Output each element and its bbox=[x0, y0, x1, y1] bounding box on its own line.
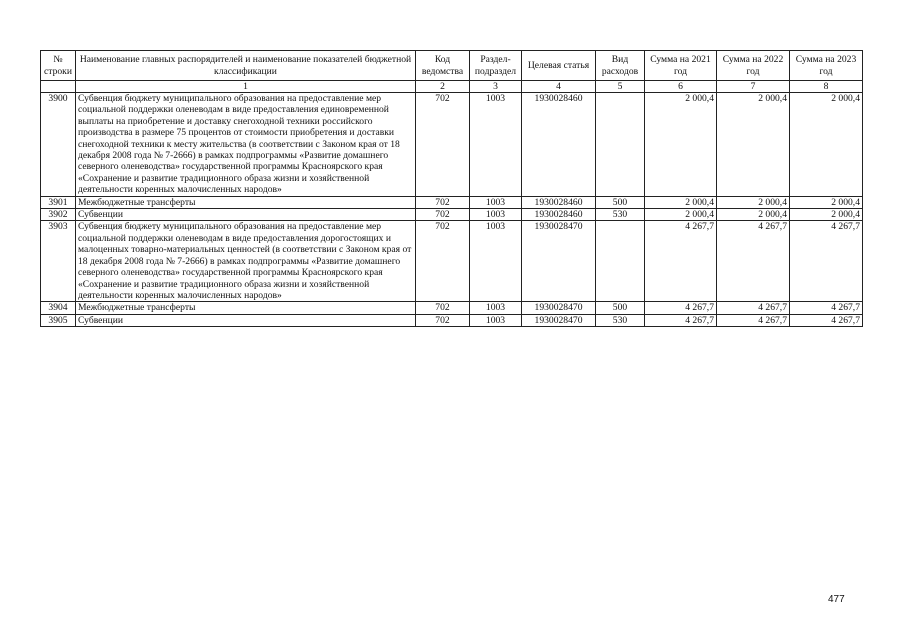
header-exp-type: Вид расходов bbox=[596, 51, 645, 81]
row-dept-code: 702 bbox=[416, 196, 470, 208]
header-name: Наименование главных распорядителей и наименование показателей бюджетной классификации bbox=[76, 51, 416, 81]
row-section: 1003 bbox=[470, 196, 522, 208]
table-row bbox=[41, 93, 863, 197]
row-section: 1003 bbox=[470, 93, 522, 197]
row-sum-2023: 4 267,7 bbox=[790, 221, 863, 302]
row-sum-2021: 4 267,7 bbox=[645, 221, 717, 302]
row-sum-2022: 2 000,4 bbox=[717, 196, 790, 208]
table-row bbox=[41, 221, 863, 302]
table-row bbox=[41, 314, 863, 326]
row-name: Межбюджетные трансферты bbox=[76, 196, 416, 208]
column-number: 6 bbox=[645, 81, 717, 93]
row-target: 1930028460 bbox=[522, 93, 596, 197]
column-number bbox=[41, 81, 76, 93]
row-sum-2023: 2 000,4 bbox=[790, 209, 863, 221]
row-exp-type bbox=[596, 221, 645, 302]
column-number: 5 bbox=[596, 81, 645, 93]
row-sum-2021: 4 267,7 bbox=[645, 302, 717, 314]
row-exp-type: 500 bbox=[596, 302, 645, 314]
header-sum-2023: Сумма на 2023 год bbox=[790, 51, 863, 81]
row-exp-type: 500 bbox=[596, 196, 645, 208]
row-sum-2021: 4 267,7 bbox=[645, 314, 717, 326]
column-number: 1 bbox=[76, 81, 416, 93]
row-sum-2022: 2 000,4 bbox=[717, 209, 790, 221]
row-number: 3904 bbox=[41, 302, 76, 314]
header-sum-2021: Сумма на 2021 год bbox=[645, 51, 717, 81]
row-name: Субвенция бюджету муниципального образования на предоставление мер социальной поддержки оленеводам в виде предоставления дорогостоящих и малоценных товарно-материальных ценностей (в соответствии с Законом края от 18 декабря 2008 года № 7-2666) в рамках подпрограммы «Развитие домашнего северного оленеводства» государственной программы Красноярского края «Сохранение и развитие традиционного образа жизни и хозяйственной деятельности коренных малочисленных народов» bbox=[76, 221, 416, 302]
row-section: 1003 bbox=[470, 209, 522, 221]
row-section: 1003 bbox=[470, 302, 522, 314]
budget-table bbox=[40, 50, 863, 327]
row-dept-code: 702 bbox=[416, 93, 470, 197]
column-number: 2 bbox=[416, 81, 470, 93]
row-name: Межбюджетные трансферты bbox=[76, 302, 416, 314]
column-number-row bbox=[41, 81, 863, 93]
row-target: 1930028470 bbox=[522, 302, 596, 314]
page-number: 477 bbox=[828, 594, 845, 605]
header-target: Целевая статья bbox=[522, 51, 596, 81]
row-number: 3900 bbox=[41, 93, 76, 197]
row-name: Субвенции bbox=[76, 209, 416, 221]
row-sum-2022: 4 267,7 bbox=[717, 302, 790, 314]
header-dept-code: Код ведомства bbox=[416, 51, 470, 81]
row-number: 3905 bbox=[41, 314, 76, 326]
table-row bbox=[41, 209, 863, 221]
row-exp-type: 530 bbox=[596, 314, 645, 326]
header-section: Раздел-подраздел bbox=[470, 51, 522, 81]
row-dept-code: 702 bbox=[416, 314, 470, 326]
row-sum-2022: 4 267,7 bbox=[717, 314, 790, 326]
column-number: 8 bbox=[790, 81, 863, 93]
row-section: 1003 bbox=[470, 221, 522, 302]
row-target: 1930028460 bbox=[522, 209, 596, 221]
row-name: Субвенция бюджету муниципального образования на предоставление мер социальной поддержки оленеводам в виде предоставления единовременной выплаты на приобретение и доставку снегоходной техники российского производства в размере 75 процентов от стоимости приобретения и доставки снегоходной техники к месту жительства (в соответствии с Законом края от 18 декабря 2008 года № 7-2666) в рамках подпрограммы «Развитие домашнего северного оленеводства» государственной программы Красноярского края «Сохранение и развитие традиционного образа жизни и хозяйственной деятельности коренных малочисленных народов» bbox=[76, 93, 416, 197]
row-target: 1930028470 bbox=[522, 314, 596, 326]
row-sum-2023: 4 267,7 bbox=[790, 314, 863, 326]
row-sum-2021: 2 000,4 bbox=[645, 209, 717, 221]
row-sum-2021: 2 000,4 bbox=[645, 196, 717, 208]
row-name: Субвенции bbox=[76, 314, 416, 326]
row-sum-2022: 4 267,7 bbox=[717, 221, 790, 302]
row-sum-2022: 2 000,4 bbox=[717, 93, 790, 197]
row-number: 3901 bbox=[41, 196, 76, 208]
table-row bbox=[41, 196, 863, 208]
row-sum-2023: 4 267,7 bbox=[790, 302, 863, 314]
row-target: 1930028460 bbox=[522, 196, 596, 208]
row-dept-code: 702 bbox=[416, 302, 470, 314]
column-number: 3 bbox=[470, 81, 522, 93]
row-target: 1930028470 bbox=[522, 221, 596, 302]
column-number: 4 bbox=[522, 81, 596, 93]
header-sum-2022: Сумма на 2022 год bbox=[717, 51, 790, 81]
row-dept-code: 702 bbox=[416, 221, 470, 302]
row-number: 3902 bbox=[41, 209, 76, 221]
column-number: 7 bbox=[717, 81, 790, 93]
row-sum-2023: 2 000,4 bbox=[790, 93, 863, 197]
row-section: 1003 bbox=[470, 314, 522, 326]
row-dept-code: 702 bbox=[416, 209, 470, 221]
row-sum-2023: 2 000,4 bbox=[790, 196, 863, 208]
header-row-no: № строки bbox=[41, 51, 76, 81]
table-row bbox=[41, 302, 863, 314]
header-row bbox=[41, 51, 863, 81]
row-exp-type: 530 bbox=[596, 209, 645, 221]
row-number: 3903 bbox=[41, 221, 76, 302]
row-sum-2021: 2 000,4 bbox=[645, 93, 717, 197]
row-exp-type bbox=[596, 93, 645, 197]
